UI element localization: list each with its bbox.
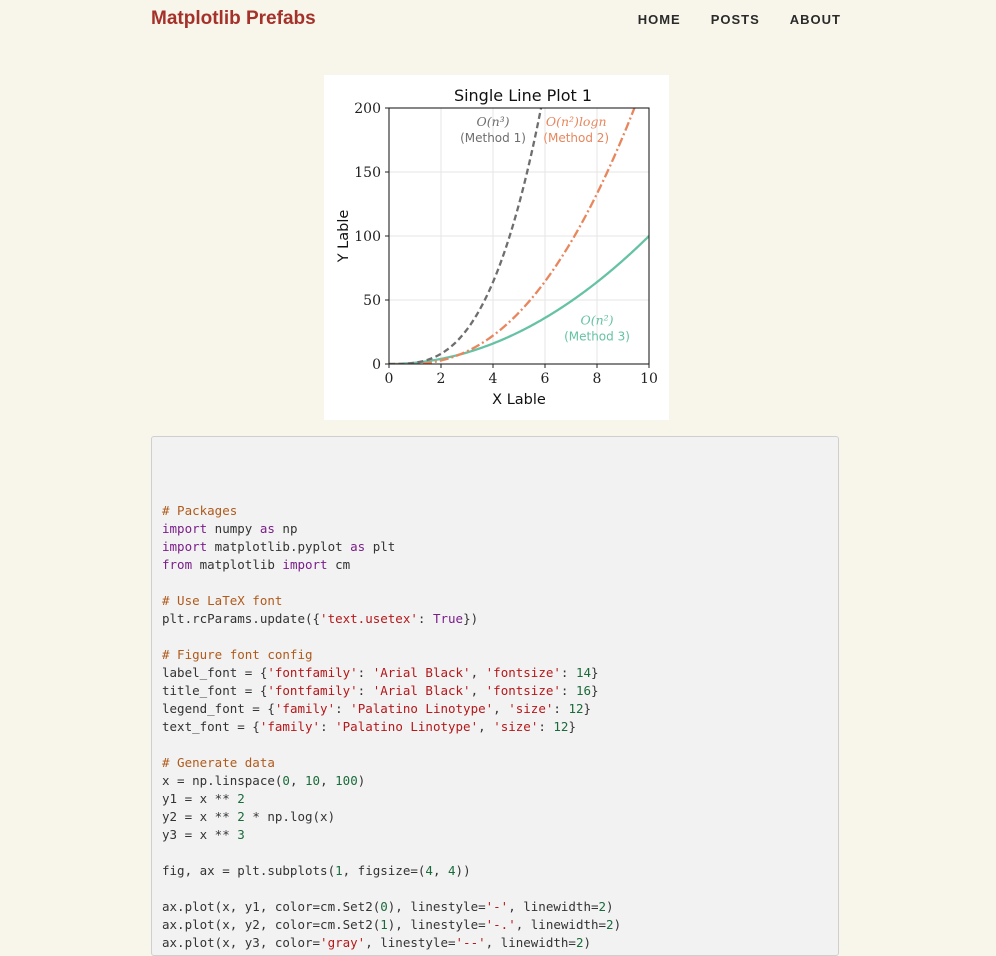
code-token: , linewidth= (485, 935, 576, 950)
nav-home[interactable]: HOME (637, 12, 681, 27)
chart-svg (324, 75, 669, 420)
code-token: , (432, 863, 449, 878)
y-tick-label: 150 (354, 165, 381, 181)
code-token: ), linestyle= (387, 917, 486, 932)
code-token: : (538, 719, 554, 734)
code-token: 'fontfamily' (267, 665, 358, 680)
code-token: as (259, 521, 275, 536)
code-token: } (591, 683, 599, 698)
chart-figure (324, 75, 669, 420)
code-token: 'fontfamily' (267, 683, 358, 698)
series-annotation-sub: (Method 3) (564, 329, 630, 344)
code-token: matplotlib (192, 557, 283, 572)
y-axis-label: Y Lable (336, 209, 352, 263)
code-token: plt.rcParams.update({ (162, 611, 321, 626)
code-line (162, 665, 599, 680)
code-line (162, 539, 395, 554)
code-token: ) (606, 899, 614, 914)
code-line (162, 917, 621, 932)
code-token: , (493, 701, 509, 716)
code-token: } (583, 701, 592, 716)
code-token: import (282, 557, 328, 572)
code-token: cm (327, 557, 351, 572)
code-token: ) (357, 773, 366, 788)
code-token: label_font = { (162, 665, 268, 680)
code-token: legend_font = { (162, 701, 275, 716)
code-token: , linewidth= (515, 917, 607, 932)
code-token: 4 (425, 863, 433, 878)
code-token: ), linestyle= (387, 899, 486, 914)
code-line (162, 521, 297, 536)
code-token: 'gray' (320, 935, 366, 950)
series-annotation: O(n³) (476, 113, 510, 129)
code-token: from (162, 557, 193, 572)
code-token: 2 (575, 935, 584, 950)
code-line (162, 683, 599, 698)
code-token: 'size' (493, 719, 539, 734)
nav-about[interactable]: ABOUT (789, 12, 841, 27)
x-tick-label: 0 (384, 371, 394, 387)
x-axis-label: X Lable (492, 392, 546, 408)
code-token: # Packages (162, 503, 238, 518)
code-token: : (417, 611, 433, 626)
code-line (162, 503, 237, 518)
code-token: ax.plot(x, y3, color= (162, 935, 321, 950)
code-token: '-.' (485, 917, 516, 932)
code-token: , (478, 719, 494, 734)
y-tick-label: 0 (372, 357, 381, 373)
code-line (162, 701, 591, 716)
code-token: x = np.linspace( (162, 773, 283, 788)
code-token: : (560, 665, 576, 680)
y-tick-label: 100 (354, 229, 381, 245)
code-token: import (162, 539, 208, 554)
code-token: 'fontsize' (485, 665, 561, 680)
code-token: 'family' (259, 719, 321, 734)
code-token: , (470, 665, 486, 680)
code-token: ax.plot(x, y1, color=cm.Set2( (162, 899, 381, 914)
code-token: 'Arial Black' (372, 683, 471, 698)
code-line (162, 809, 335, 824)
code-token: 2 (237, 809, 245, 824)
code-token: : (357, 665, 373, 680)
code-token: : (560, 683, 576, 698)
code-token: 12 (553, 719, 569, 734)
code-line (162, 557, 350, 572)
code-token: 'fontsize' (485, 683, 561, 698)
x-tick-label: 2 (436, 371, 446, 387)
code-token: # Use LaTeX font (162, 593, 283, 608)
code-token: np (274, 521, 298, 536)
code-line (162, 899, 614, 914)
code-token: title_font = { (162, 683, 268, 698)
code-line (162, 593, 282, 608)
y-tick-label: 50 (363, 293, 381, 309)
chart-title: Single Line Plot 1 (453, 86, 593, 105)
code-line (162, 827, 245, 842)
code-token: 'Palatino Linotype' (335, 719, 479, 734)
code-line (162, 719, 576, 734)
code-line (162, 791, 245, 806)
code-token: )) (455, 863, 471, 878)
code-token: 0 (282, 773, 290, 788)
series-annotation-sub: (Method 2) (543, 130, 610, 145)
code-line (162, 863, 471, 878)
code-token: 10 (305, 773, 321, 788)
code-token: 'family' (274, 701, 336, 716)
code-line (162, 611, 478, 626)
code-token: * np.log(x) (244, 809, 336, 824)
code-token: 'text.usetex' (320, 611, 418, 626)
code-token: '-' (485, 899, 509, 914)
code-block (151, 436, 839, 956)
code-token: '--' (455, 935, 486, 950)
code-token: , (320, 773, 336, 788)
code-token: : (320, 719, 336, 734)
x-tick-label: 6 (540, 371, 550, 387)
code-token: numpy (207, 521, 260, 536)
code-token: } (591, 665, 599, 680)
code-line (162, 647, 313, 662)
nav-posts[interactable]: POSTS (710, 12, 760, 27)
code-token: 16 (575, 683, 592, 698)
code-token: 12 (568, 701, 584, 716)
code-token: True (432, 611, 464, 626)
code-token: 1 (335, 863, 343, 878)
x-tick-label: 8 (592, 371, 602, 387)
code-token: 3 (237, 827, 245, 842)
code-token: 2 (237, 791, 245, 806)
code-line (162, 773, 365, 788)
code-token: 'Arial Black' (372, 665, 471, 680)
code-token: , (470, 683, 486, 698)
y-tick-label: 200 (354, 101, 381, 117)
code-token: plt (365, 539, 396, 554)
code-token: 2 (598, 899, 607, 914)
code-token: matplotlib.pyplot (207, 539, 351, 554)
code-line (162, 935, 591, 950)
code-token: 'Palatino Linotype' (350, 701, 494, 716)
code-token: import (162, 521, 208, 536)
code-token: # Figure font config (162, 647, 313, 662)
code-token: ax.plot(x, y2, color=cm.Set2( (162, 917, 381, 932)
code-token: 4 (448, 863, 456, 878)
code-token: text_font = { (162, 719, 260, 734)
code-token: : (335, 701, 351, 716)
code-token: y2 = x ** (162, 809, 238, 824)
x-tick-label: 10 (640, 371, 658, 387)
code-token: }) (463, 611, 479, 626)
code-text (162, 466, 621, 952)
series-annotation-sub: (Method 1) (460, 130, 526, 145)
code-token: ) (613, 917, 622, 932)
code-token: : (357, 683, 373, 698)
code-token: } (568, 719, 576, 734)
code-token: as (350, 539, 366, 554)
code-token: 1 (380, 917, 388, 932)
code-token: , linewidth= (508, 899, 599, 914)
code-line (162, 755, 275, 770)
series-annotation: O(n²)logn (545, 113, 607, 129)
code-token: fig, ax = plt.subplots( (162, 863, 336, 878)
main-nav (638, 12, 841, 27)
code-token: , (289, 773, 306, 788)
code-token: 0 (380, 899, 388, 914)
code-token: 'size' (508, 701, 554, 716)
code-token: # Generate data (162, 755, 275, 770)
x-tick-label: 4 (488, 371, 498, 387)
code-token: y1 = x ** (162, 791, 238, 806)
code-token: 14 (575, 665, 592, 680)
code-token: y3 = x ** (162, 827, 238, 842)
code-token: 100 (335, 773, 358, 788)
series-annotation: O(n²) (580, 312, 614, 328)
code-token: 2 (606, 917, 614, 932)
code-token: ) (583, 935, 591, 950)
site-title-link[interactable]: Matplotlib Prefabs (151, 8, 316, 29)
code-token: : (553, 701, 569, 716)
code-token: , figsize=( (342, 863, 426, 878)
code-token: , linestyle= (365, 935, 456, 950)
